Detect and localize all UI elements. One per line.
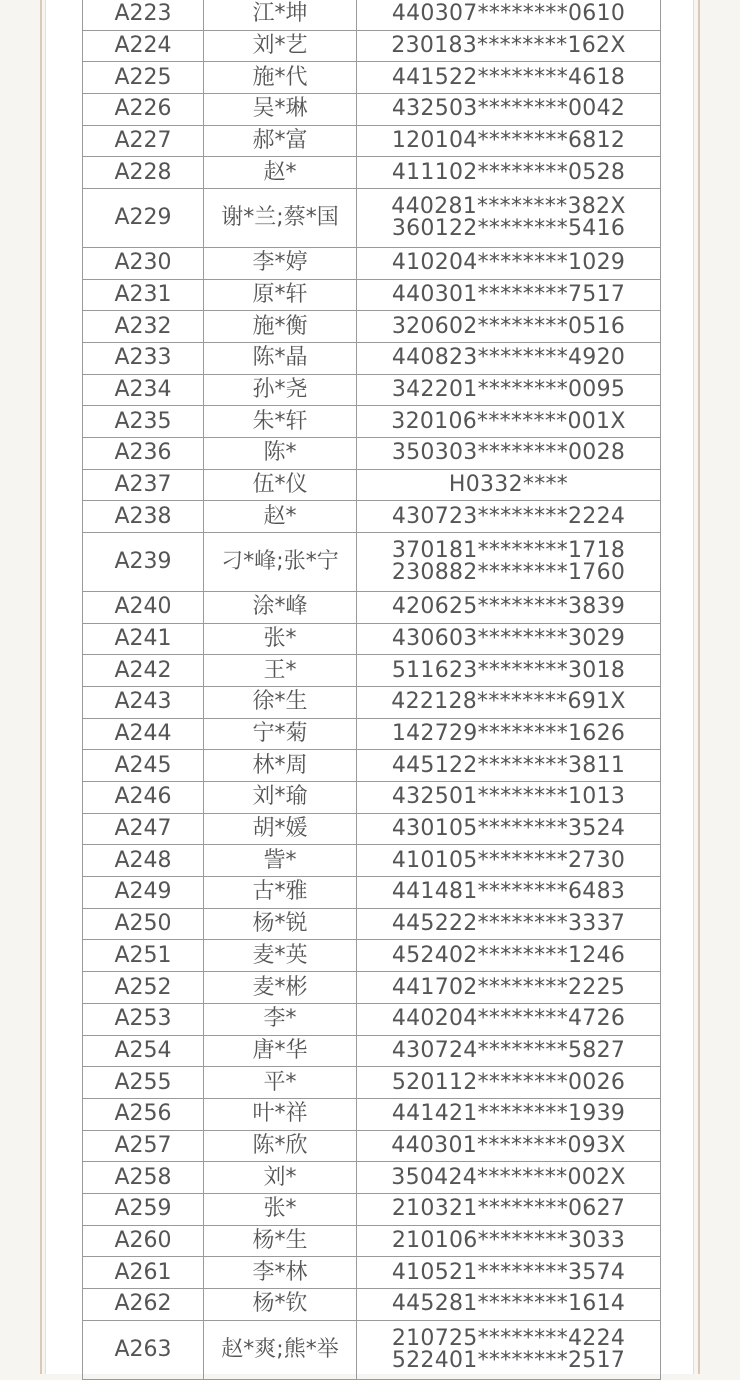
row-name-cell: 原*轩 [204,279,357,311]
row-id-cell [357,94,661,126]
row-id-cell [357,374,661,406]
row-code-cell: A243 [83,686,204,718]
row-id-cell [357,845,661,877]
row-name-cell: 刘*瑜 [204,782,357,814]
row-code-cell: A223 [83,0,204,30]
row-name-cell: 杨*锐 [204,908,357,940]
row-id-cell [357,1289,661,1321]
id-number: 440301********093X [391,1132,626,1158]
id-number: 422128********691X [391,689,626,715]
table-row [83,247,661,279]
table-row [83,686,661,718]
row-id-cell [357,1193,661,1225]
row-name-cell: 陈* [204,438,357,470]
id-number: 430603********3029 [391,625,626,651]
row-name-cell: 施*代 [204,62,357,94]
row-id-cell [357,406,661,438]
row-code-cell: A258 [83,1162,204,1194]
row-id-cell [357,1225,661,1257]
row-id-cell [357,1162,661,1194]
row-name-cell: 古*雅 [204,877,357,909]
row-id-cell [357,1320,661,1379]
row-id-cell [357,686,661,718]
row-id-cell [357,972,661,1004]
table-row [83,406,661,438]
row-code-cell: A245 [83,750,204,782]
row-code-cell: A261 [83,1257,204,1289]
id-number: 452402********1246 [391,942,626,968]
row-code-cell: A257 [83,1130,204,1162]
table-row [83,501,661,533]
row-name-cell: 刁*峰;张*宁 [204,533,357,592]
row-code-cell: A226 [83,94,204,126]
row-id-cell [357,1098,661,1130]
row-id-cell [357,782,661,814]
row-name-cell: 杨*钦 [204,1289,357,1321]
row-name-cell: 江*坤 [204,0,357,30]
row-code-cell: A238 [83,501,204,533]
row-id-cell [357,1130,661,1162]
row-id-cell [357,655,661,687]
id-number: 440281********382X [391,194,626,220]
row-name-cell: 胡*媛 [204,813,357,845]
id-number: 370181********1718 [391,538,626,563]
id-number: 440307********0610 [391,1,626,27]
table-row [83,813,661,845]
row-code-cell: A228 [83,157,204,189]
table-row [83,877,661,909]
row-code-cell: A248 [83,845,204,877]
row-id-cell [357,1257,661,1289]
row-name-cell: 王* [204,655,357,687]
row-name-cell: 谢*兰;蔡*国 [204,189,357,248]
row-code-cell: A252 [83,972,204,1004]
row-id-cell [357,247,661,279]
row-name-cell: 李*林 [204,1257,357,1289]
row-name-cell: 朱*轩 [204,406,357,438]
row-code-cell: A250 [83,908,204,940]
row-name-cell: 赵* [204,501,357,533]
row-code-cell: A262 [83,1289,204,1321]
id-number: 441421********1939 [391,1101,626,1127]
id-number: 230183********162X [391,33,626,59]
row-code-cell: A242 [83,655,204,687]
row-name-cell: 郝*富 [204,125,357,157]
row-id-cell [357,342,661,374]
table-row [83,655,661,687]
row-name-cell: 涂*峰 [204,591,357,623]
id-number: 445281********1614 [391,1291,626,1317]
id-number: 441702********2225 [391,974,626,1000]
frame-border-left [40,0,42,1374]
row-name-cell: 麦*英 [204,940,357,972]
row-name-cell: 刘* [204,1162,357,1194]
row-name-cell: 赵*爽;熊*举 [204,1320,357,1379]
id-number: 520112********0026 [391,1069,626,1095]
row-name-cell: 李* [204,1003,357,1035]
id-number: 441481********6483 [391,879,626,905]
table-row [83,1320,661,1379]
table-row [83,279,661,311]
table-row [83,469,661,501]
row-id-cell [357,1035,661,1067]
row-id-cell [357,940,661,972]
row-code-cell: A239 [83,533,204,592]
id-number: 410105********2730 [391,847,626,873]
row-name-cell: 陈*晶 [204,342,357,374]
table-row [83,125,661,157]
row-code-cell: A256 [83,1098,204,1130]
id-number: 445222********3337 [391,911,626,937]
table-row [83,62,661,94]
id-number: 441522********4618 [391,64,626,90]
row-name-cell: 赵* [204,157,357,189]
row-code-cell: A255 [83,1067,204,1099]
row-id-cell [357,1003,661,1035]
table-row [83,1193,661,1225]
row-id-cell [357,718,661,750]
row-code-cell: A251 [83,940,204,972]
id-number: 230882********1760 [391,560,626,585]
row-id-cell [357,438,661,470]
id-number: 342201********0095 [391,377,626,403]
row-name-cell: 刘*艺 [204,30,357,62]
id-number: 210321********0627 [391,1196,626,1222]
row-code-cell: A235 [83,406,204,438]
row-name-cell: 徐*生 [204,686,357,718]
row-code-cell: A233 [83,342,204,374]
row-id-cell [357,189,661,248]
table-row [83,30,661,62]
table-row [83,908,661,940]
row-name-cell: 张* [204,623,357,655]
table-row [83,157,661,189]
row-name-cell: 伍*仪 [204,469,357,501]
row-code-cell: A244 [83,718,204,750]
row-code-cell: A234 [83,374,204,406]
row-code-cell: A241 [83,623,204,655]
id-number: 320106********001X [391,408,626,434]
table-row [83,189,661,248]
table-row [83,845,661,877]
row-id-cell [357,0,661,30]
row-code-cell: A232 [83,311,204,343]
row-name-cell: 施*衡 [204,311,357,343]
id-number: 440301********7517 [391,281,626,307]
id-number: 210725********4224 [391,1325,626,1351]
id-number: 411102********0528 [391,159,626,185]
id-number: 350424********002X [391,1164,626,1190]
id-number: 430105********3524 [391,816,626,842]
row-id-cell [357,908,661,940]
row-name-cell: 杨*生 [204,1225,357,1257]
table-row [83,1162,661,1194]
table-row [83,1257,661,1289]
row-name-cell: 李*婷 [204,247,357,279]
row-name-cell: 平* [204,1067,357,1099]
row-code-cell: A230 [83,247,204,279]
registry-table [82,0,661,1380]
frame-border-right-inner [693,0,694,1374]
table-row [83,94,661,126]
row-code-cell: A229 [83,189,204,248]
row-name-cell: 陈*欣 [204,1130,357,1162]
table-row [83,438,661,470]
table-row [83,782,661,814]
id-number: 522401********2517 [391,1347,626,1373]
row-id-cell [357,311,661,343]
row-code-cell: A260 [83,1225,204,1257]
row-code-cell: A254 [83,1035,204,1067]
id-number: 430723********2224 [391,503,626,529]
id-number: 120104********6812 [391,128,626,154]
row-name-cell: 宁*菊 [204,718,357,750]
table-row [83,1067,661,1099]
table-row [83,1003,661,1035]
table-row [83,718,661,750]
id-number: 350303********0028 [391,440,626,466]
id-number: 410521********3574 [391,1259,626,1285]
id-number: 445122********3811 [391,752,626,778]
row-id-cell [357,533,661,592]
row-code-cell: A259 [83,1193,204,1225]
id-number: H0332**** [448,472,569,498]
frame-border-right [698,0,700,1374]
table-row [83,533,661,592]
row-id-cell [357,877,661,909]
table-row [83,311,661,343]
registry-table-body [83,0,661,1379]
table-row [83,972,661,1004]
row-id-cell [357,157,661,189]
row-code-cell: A253 [83,1003,204,1035]
row-id-cell [357,501,661,533]
row-id-cell [357,750,661,782]
row-code-cell: A231 [83,279,204,311]
id-number: 440823********4920 [391,345,626,371]
row-id-cell [357,279,661,311]
table-row [83,1289,661,1321]
id-number: 360122********5416 [391,216,626,242]
row-code-cell: A224 [83,30,204,62]
row-id-cell [357,623,661,655]
id-number: 210106********3033 [391,1228,626,1253]
row-code-cell: A237 [83,469,204,501]
table-row [83,0,661,30]
id-number: 432503********0042 [391,96,626,122]
row-code-cell: A249 [83,877,204,909]
row-name-cell: 张* [204,1193,357,1225]
row-name-cell: 叶*祥 [204,1098,357,1130]
id-number: 432501********1013 [391,784,626,810]
id-number: 142729********1626 [391,721,626,746]
row-name-cell: 麦*彬 [204,972,357,1004]
row-id-cell [357,813,661,845]
row-id-cell [357,1067,661,1099]
row-id-cell [357,30,661,62]
id-number: 511623********3018 [391,657,626,683]
table-row [83,1098,661,1130]
table-row [83,1035,661,1067]
row-name-cell: 孙*尧 [204,374,357,406]
table-row [83,750,661,782]
row-code-cell: A263 [83,1320,204,1379]
table-row [83,1130,661,1162]
id-number: 320602********0516 [391,313,626,339]
table-row [83,374,661,406]
table-row [83,940,661,972]
id-number: 440204********4726 [391,1006,626,1032]
row-id-cell [357,591,661,623]
table-row [83,342,661,374]
id-number: 410204********1029 [391,250,626,276]
row-code-cell: A240 [83,591,204,623]
table-row [83,591,661,623]
row-code-cell: A247 [83,813,204,845]
row-code-cell: A227 [83,125,204,157]
row-name-cell: 林*周 [204,750,357,782]
table-row [83,623,661,655]
row-code-cell: A236 [83,438,204,470]
row-id-cell [357,62,661,94]
table-row [83,1225,661,1257]
row-code-cell: A246 [83,782,204,814]
id-number: 420625********3839 [391,594,626,620]
row-id-cell [357,469,661,501]
row-code-cell: A225 [83,62,204,94]
row-id-cell [357,125,661,157]
row-name-cell: 吴*琳 [204,94,357,126]
id-number: 430724********5827 [391,1037,626,1063]
row-name-cell: 訾* [204,845,357,877]
row-name-cell: 唐*华 [204,1035,357,1067]
